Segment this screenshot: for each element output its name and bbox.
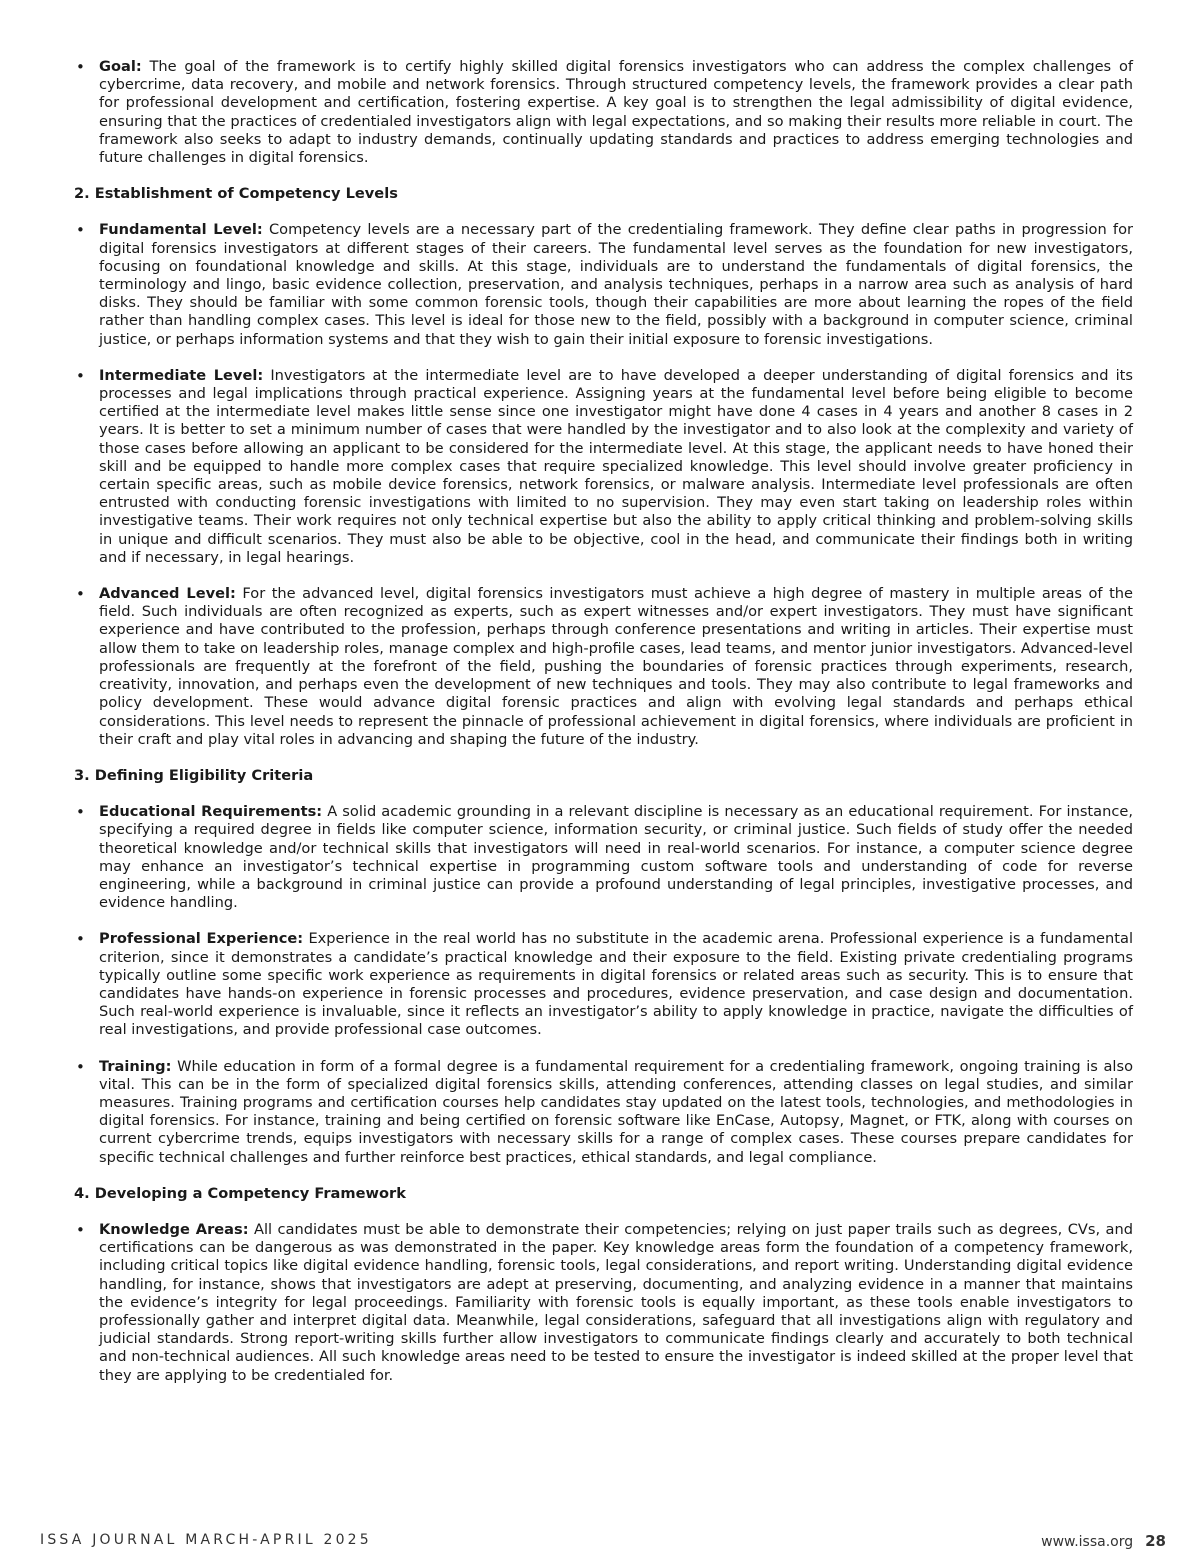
bullet-text: All candidates must be able to demonstrate their competencies; relying on just paper trails such as degrees, CVs, and certifications can be dangerous as was demonstrated in the paper. Key knowledge areas form the foundation of a competency framework, including critical topics like digital evidence handling, forensic tools, legal considerations, and report writing. Understanding digital evidence handling, for instance, shows that investigators are adept at preserving, documenting, and analyzing evidence in a manner that maintains the evidence’s integrity for legal proceedings. Familiarity with forensic tools is equally important, as these tools enable investigators to professionally gather and interpret digital data. Meanwhile, legal considerations, safeguard that all investigations align with regulatory and judicial standards. Strong report-writing skills further allow investigators to communicate findings clearly and accurately to both technical and non-technical audiences. All such knowledge areas need to be tested to ensure the investigator is indeed skilled at the proper level that they are applying to be credentialed for. bbox=[99, 1220, 1134, 1384]
bullet-professional-experience bbox=[74, 930, 1133, 1039]
bullet-term: Fundamental Level: bbox=[99, 221, 263, 239]
bullet-text: For the advanced level, digital forensics investigators must achieve a high degree of mastery in multiple areas of the field. Such individuals are often recognized as experts, such as expert witnesses and/or expert investigators. They must have significant experience and have contributed to the profession, perhaps through conference presentations and writing in articles. Their expertise must allow them to take on leadership roles, manage complex and high-profile cases, lead teams, and mentor junior investigators. Advanced-level professionals are frequently at the forefront of the field, pushing the boundaries of forensic practices through experiments, research, creativity, innovation, and perhaps even the development of new techniques and tools. They may also contribute to legal frameworks and policy development. These would advance digital forensic practices and align with evolving legal standards and perhaps ethical considerations. This level needs to represent the pinnacle of professional achievement in digital forensics, where individuals are proficient in their craft and play vital roles in advancing and shaping the future of the industry. bbox=[99, 585, 1134, 748]
bullet-text: A solid academic grounding in a relevant discipline is necessary as an educational requirement. For instance, specifying a required degree in fields like computer science, information security, or criminal justice. Such fields of study offer the needed theoretical knowledge and/or technical skills that investigators will need in real-world scenarios. For instance, a computer science degree may enhance an investigator’s technical expertise in programming custom software tools and understanding of code for reverse engineering, while a background in criminal justice can provide a profound understanding of legal principles, investigative processes, and evidence handling. bbox=[99, 803, 1133, 912]
bullet-term: Knowledge Areas: bbox=[99, 1220, 249, 1238]
bullet-text: The goal of the framework is to certify highly skilled digital forensics investigators who can address the complex challenges of cybercrime, data recovery, and mobile and network forensics. Through structured competency levels, the framework provides a clear path for professional development and certification, fostering expertise. A key goal is to strengthen the legal admissibility of digital evidence, ensuring that the practices of credentialed investigators align with legal expectations, and so making their results more reliable in court. The framework also seeks to adapt to industry demands, continually updating standards and practices to address emerging technologies and future challenges in digital forensics. bbox=[99, 58, 1134, 167]
competency-levels-list bbox=[74, 221, 1133, 748]
bullet-text: Experience in the real world has no substitute in the academic arena. Professional experience is a fundamental criterion, since it demonstrates a candidate’s practical knowledge and their exposure to the field. Existing private credentialing programs typically outline some specific work experience as requirements in digital forensics or related areas such as security. This is to ensure that candidates have hands-on experience in forensic processes and procedures, evidence preservation, and case design and documentation. Such real-world experience is invaluable, since it reflects an investigator’s ability to apply knowledge in practice, navigate the difficulties of real investigations, and provide professional case outcomes. bbox=[99, 930, 1133, 1039]
article-body bbox=[74, 58, 1133, 1403]
bullet-goal bbox=[74, 58, 1133, 167]
bullet-term: Advanced Level: bbox=[99, 585, 236, 603]
section-heading-eligibility-criteria: 3. Defining Eligibility Criteria bbox=[74, 766, 314, 784]
bullet-text: Investigators at the intermediate level are to have developed a deeper understanding of digital forensics and its processes and legal implications through practical experience. Assigning years at the fundamental level before being eligible to become certified at the intermediate level makes little sense since one investigator might have done 4 cases in 4 years and another 8 cases in 2 years. It is better to set a minimum number of cases that were handled by the investigator and to also look at the complexity and variety of those cases before allowing an applicant to be considered for the intermediate level. At this stage, the applicant needs to have honed their skill and be equipped to handle more complex cases that require specialized knowledge. This level should involve greater proficiency in certain specific areas, such as mobile device forensics, network forensics, or malware analysis. Intermediate level professionals are often entrusted with conducting forensic investigations with limited to no supervision. They may even start taking on leadership roles within investigative teams. Their work requires not only technical expertise but also the ability to apply critical thinking and problem-solving skills in unique and difficult scenarios. They must also be able to be objective, cool in the head, and communicate their findings both in writing and if necessary, in legal hearings. bbox=[99, 366, 1134, 566]
competency-framework-list bbox=[74, 1221, 1133, 1385]
bullet-advanced-level bbox=[74, 585, 1133, 749]
bullet-training bbox=[74, 1058, 1133, 1167]
footer-journal-title: ISSA JOURNAL MARCH-APRIL 2025 bbox=[40, 1532, 372, 1548]
bullet-intermediate-level bbox=[74, 367, 1133, 567]
goal-list bbox=[74, 58, 1133, 167]
bullet-text: Competency levels are a necessary part of the credentialing framework. They define clear paths in progression for digital forensics investigators at different stages of their careers. The fundamental level serves as the foundation for new investigators, focusing on foundational knowledge and skills. At this stage, individuals are to understand the fundamentals of digital forensics, the terminology and lingo, basic evidence collection, preservation, and analysis techniques, perhaps in a narrow area such as analysis of hard disks. They should be familiar with some common forensic tools, though their capabilities are more about learning the ropes of the field rather than handling complex cases. This level is ideal for those new to the field, possibly with a background in computer science, criminal justice, or perhaps information systems and that they wish to gain their initial exposure to forensic investigations. bbox=[99, 221, 1133, 348]
section-heading-competency-framework: 4. Developing a Competency Framework bbox=[74, 1184, 406, 1202]
footer-url[interactable]: www.issa.org bbox=[1041, 1534, 1134, 1550]
bullet-knowledge-areas bbox=[74, 1221, 1133, 1385]
bullet-term: Intermediate Level: bbox=[99, 366, 264, 384]
bullet-term: Professional Experience: bbox=[99, 930, 304, 948]
eligibility-criteria-list bbox=[74, 803, 1133, 1167]
bullet-fundamental-level bbox=[74, 221, 1133, 348]
page-number: 28 bbox=[1145, 1532, 1166, 1550]
bullet-educational-requirements bbox=[74, 803, 1133, 912]
bullet-term: Goal: bbox=[99, 58, 142, 75]
section-heading-competency-levels: 2. Establishment of Competency Levels bbox=[74, 185, 398, 203]
footer-right bbox=[1041, 1532, 1166, 1550]
bullet-term: Training: bbox=[99, 1057, 172, 1075]
bullet-term: Educational Requirements: bbox=[99, 803, 323, 821]
bullet-text: While education in form of a formal degree is a fundamental requirement for a credentialing framework, ongoing training is also vital. This can be in the form of specialized digital forensics skills, attending conferences, attending classes on legal studies, and similar measures. Training programs and certification courses help candidates stay updated on the latest tools, technologies, and methodologies in digital forensics. For instance, training and being certified on forensic software like EnCase, Autopsy, Magnet, or FTK, along with courses on current cybercrime trends, equips investigators with necessary skills for a range of complex cases. These courses prepare candidates for specific technical challenges and further reinforce best practices, ethical standards, and legal compliance. bbox=[99, 1057, 1133, 1166]
